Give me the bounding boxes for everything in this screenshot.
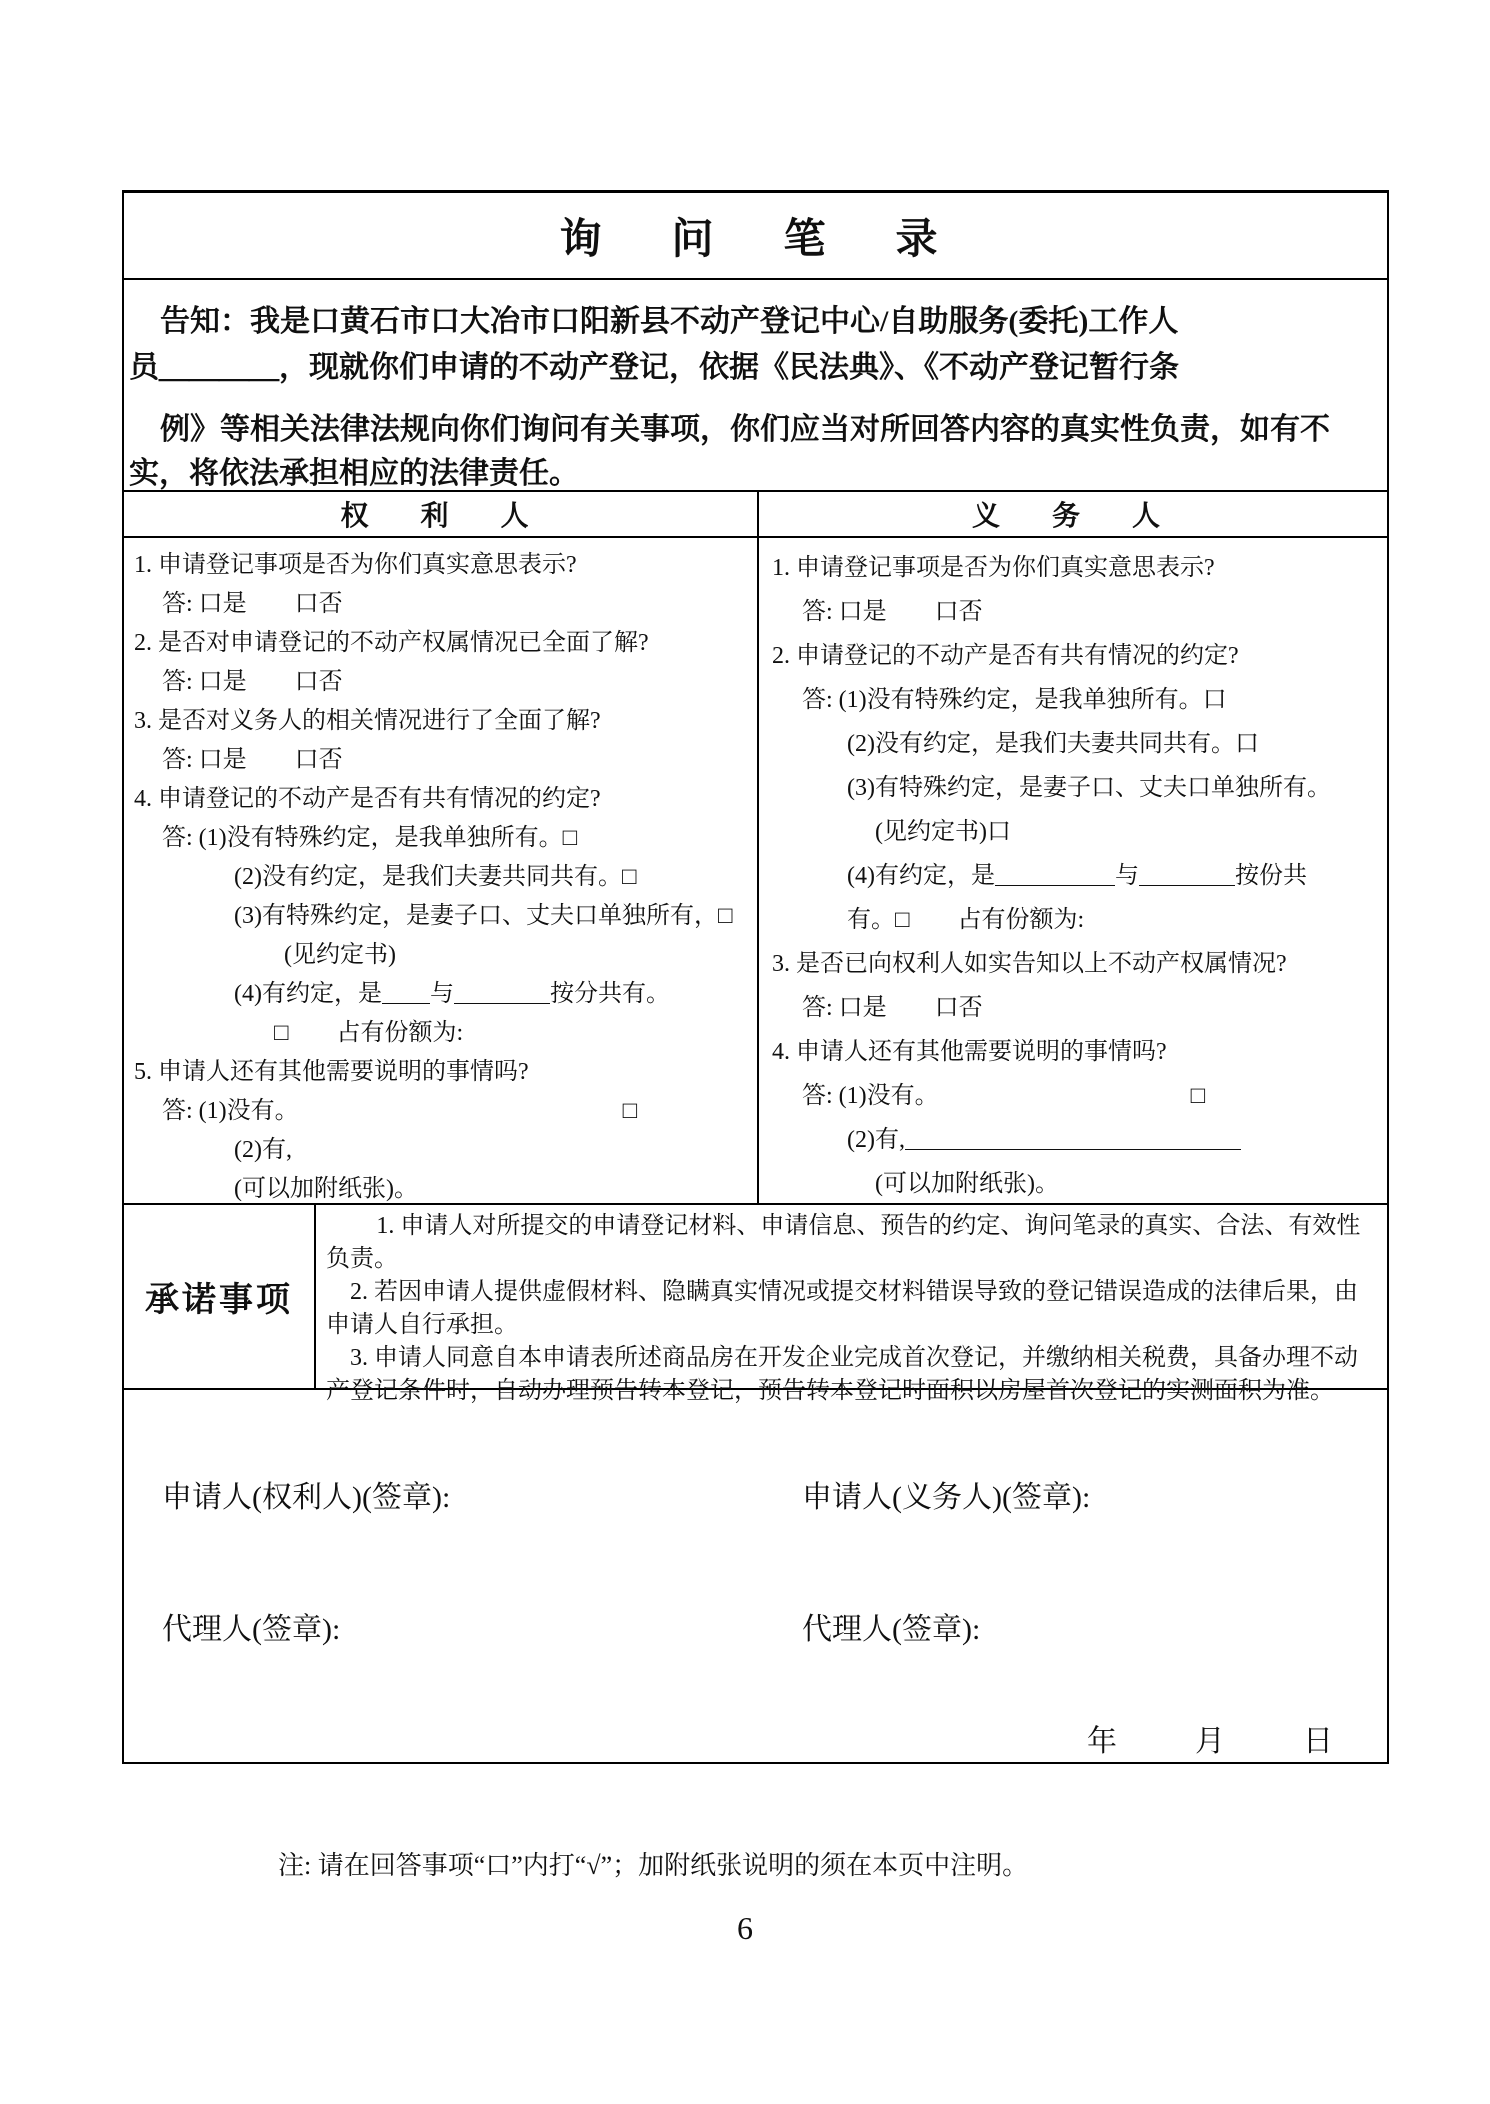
- qa-line: (4)有约定，是＿＿＿＿＿与＿＿＿＿按份共: [847, 863, 1307, 889]
- commitment-paragraph: 3. 申请人同意自本申请表所述商品房在开发企业完成首次登记，并缴纳相关税费，具备办理不动产登记条件时，自动办理预告转本登记，预告转本登记时面积以房屋首次登记的实测面积为准。: [326, 1345, 1358, 1404]
- obligor-column: [757, 538, 1387, 1203]
- qa-line: 答: 口是 口否: [802, 599, 983, 625]
- qa-line: 答: 口是 口否: [162, 591, 343, 617]
- commitment-row: [124, 1203, 1387, 1404]
- commitment-text: [316, 1205, 1383, 1404]
- page-number: 6: [737, 1910, 753, 1946]
- qa-line: (2)没有约定，是我们夫妻共同共有。口: [847, 731, 1259, 757]
- question-answer-area: [124, 538, 1387, 1203]
- column-divider: [757, 492, 759, 1203]
- qa-line: (2)没有约定，是我们夫妻共同共有。□: [234, 864, 637, 890]
- notice-line: 员＿＿＿＿，现就你们申请的不动产登记，依据《民法典》、《不动产登记暂行条: [129, 351, 1179, 384]
- qa-line: 4. 申请登记的不动产是否有共有情况的约定?: [134, 786, 601, 812]
- right-holder-column: [124, 538, 757, 1203]
- qa-line: 答: 口是 口否: [802, 995, 983, 1021]
- footnote: 注: 请在回答事项“口”内打“√”；加附纸张说明的须在本页中注明。: [278, 1851, 1029, 1880]
- header-right-holder: 权 利 人: [340, 501, 541, 532]
- qa-line: 答: (1)没有特殊约定，是我单独所有。口: [802, 687, 1227, 713]
- notice-paragraph: [124, 280, 1387, 492]
- form-title: 询 问 笔 录: [124, 193, 1387, 280]
- date-line: 年 月 日: [1087, 1725, 1339, 1758]
- qa-line: 答: (1)没有特殊约定，是我单独所有。□: [162, 825, 578, 851]
- signature-agent-right: 代理人(签章):: [802, 1613, 981, 1646]
- qa-line: 1. 申请登记事项是否为你们真实意思表示?: [772, 555, 1215, 581]
- header-obligor: 义 务 人: [971, 501, 1172, 532]
- qa-line: □ 占有份额为:: [274, 1020, 464, 1046]
- form-outer-border: [122, 190, 1389, 1764]
- qa-line: 答: (1)没有。 □: [802, 1083, 1206, 1109]
- qa-line: 4. 申请人还有其他需要说明的事情吗?: [772, 1039, 1167, 1065]
- qa-line: (可以加附纸张)。: [234, 1176, 418, 1202]
- qa-line: (见约定书): [284, 942, 396, 968]
- qa-line: 答: 口是 口否: [162, 669, 343, 695]
- qa-line: 2. 是否对申请登记的不动产权属情况已全面了解?: [134, 630, 649, 656]
- notice-line: 实，将依法承担相应的法律责任。: [129, 457, 579, 490]
- qa-line: 3. 是否已向权利人如实告知以上不动产权属情况?: [772, 951, 1287, 977]
- qa-line: 有。□ 占有份额为:: [847, 907, 1085, 933]
- notice-line: 例》等相关法律法规向你们询问有关事项，你们应当对所回答内容的真实性负责，如有不: [160, 413, 1330, 446]
- qa-line: 5. 申请人还有其他需要说明的事情吗?: [134, 1059, 529, 1085]
- signature-agent-left: 代理人(签章):: [162, 1613, 341, 1646]
- notice-line: 告知：我是口黄石市口大冶市口阳新县不动产登记中心/自助服务(委托)工作人: [160, 305, 1179, 338]
- qa-line: (2)有,: [234, 1137, 292, 1163]
- qa-line: 答: 口是 口否: [162, 747, 343, 773]
- signature-applicant-right-holder: 申请人(权利人)(签章):: [162, 1481, 451, 1514]
- qa-line: 1. 申请登记事项是否为你们真实意思表示?: [134, 552, 577, 578]
- qa-line: (3)有特殊约定，是妻子口、丈夫口单独所有。: [847, 775, 1331, 801]
- column-header-row: [124, 492, 1387, 538]
- qa-line: (4)有约定，是＿＿与＿＿＿＿按分共有。: [234, 981, 670, 1007]
- qa-line: (可以加附纸张)。: [875, 1171, 1059, 1197]
- qa-line: 2. 申请登记的不动产是否有共有情况的约定?: [772, 643, 1239, 669]
- signature-area: [124, 1392, 1387, 1762]
- signature-applicant-obligor: 申请人(义务人)(签章):: [802, 1481, 1091, 1514]
- qa-line: (3)有特殊约定，是妻子口、丈夫口单独所有，□: [234, 903, 733, 929]
- qa-line: (见约定书)口: [875, 819, 1011, 845]
- commitment-paragraph: 2. 若因申请人提供虚假材料、隐瞒真实情况或提交材料错误导致的登记错误造成的法律后果，由申请人自行承担。: [326, 1279, 1358, 1338]
- qa-line: (2)有,＿＿＿＿＿＿＿＿＿＿＿＿＿＿: [847, 1127, 1241, 1153]
- commitment-paragraph: 1. 申请人对所提交的申请登记材料、申请信息、预告的约定、询问笔录的真实、合法、有效性负责。: [326, 1213, 1361, 1272]
- qa-line: 答: (1)没有。 □: [162, 1098, 638, 1124]
- qa-line: 3. 是否对义务人的相关情况进行了全面了解?: [134, 708, 601, 734]
- commitment-label: 承诺事项: [124, 1205, 316, 1388]
